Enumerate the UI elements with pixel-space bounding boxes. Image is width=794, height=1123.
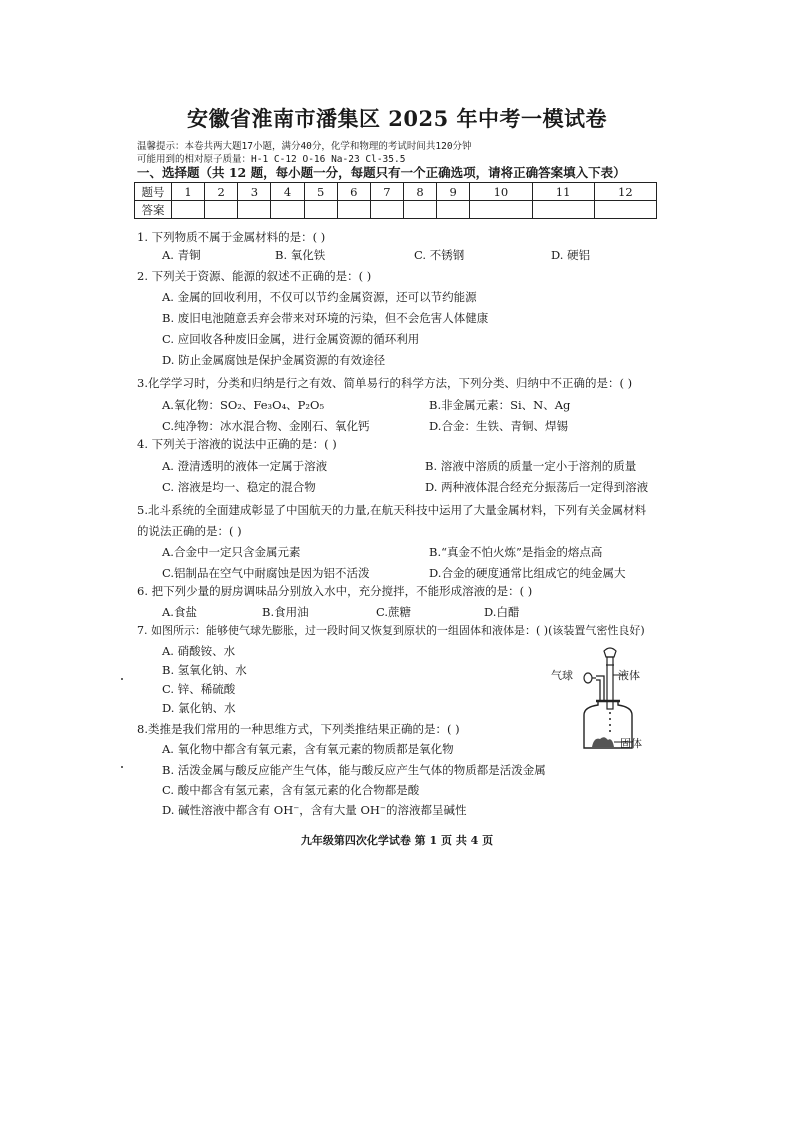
question-8-stem: 8.类推是我们常用的一种思维方式，下列类推结果正确的是：( )	[137, 722, 460, 736]
answer-cell[interactable]	[304, 201, 337, 219]
question-number-cell: 9	[437, 183, 470, 201]
question-2-stem: 2. 下列关于资源、能源的叙述不正确的是：( )	[137, 269, 372, 283]
answer-cell[interactable]	[403, 201, 436, 219]
question-4-option-d: D. 两种液体混合经充分振荡后一定得到溶液	[425, 480, 649, 494]
question-6-option-d: D.白醋	[484, 605, 520, 619]
question-2-option-b: B. 废旧电池随意丢弃会带来对环境的污染，但不会危害人体健康	[162, 311, 489, 325]
question-1-option-b: B. 氧化铁	[275, 248, 326, 262]
question-8-option-c: C. 酸中都含有氢元素，含有氢元素的化合物都是酸	[162, 783, 420, 797]
answer-cell[interactable]	[437, 201, 470, 219]
question-5-stem-continued: 的说法正确的是：( )	[137, 524, 242, 538]
question-number-cell: 12	[594, 183, 656, 201]
question-1-stem: 1. 下列物质不属于金属材料的是：( )	[137, 230, 326, 244]
answer-cell[interactable]	[532, 201, 594, 219]
question-number-cell: 4	[271, 183, 304, 201]
question-6-option-a: A.食盐	[162, 605, 197, 619]
balloon-label: 气球	[551, 669, 573, 682]
answer-table-number-row	[135, 183, 657, 201]
question-5-option-b: B.“真金不怕火炼”是指金的熔点高	[429, 545, 603, 559]
question-5-option-a: A.合金中一定只含金属元素	[162, 545, 301, 559]
question-2-option-a: A. 金属的回收利用，不仅可以节约金属资源，还可以节约能源	[162, 290, 477, 304]
question-4-option-c: C. 溶液是均一、稳定的混合物	[162, 480, 316, 494]
question-8-option-a: A. 氧化物中都含有氧元素，含有氧元素的物质都是氧化物	[162, 742, 454, 756]
question-number-cell: 8	[403, 183, 436, 201]
answer-table-row-label: 答案	[135, 201, 172, 219]
answer-cell[interactable]	[337, 201, 370, 219]
exam-title: 安徽省淮南市潘集区 2025 年中考一模试卷	[186, 106, 608, 131]
question-4-option-a: A. 澄清透明的液体一定属于溶液	[162, 459, 328, 473]
answer-table-row-label: 题号	[135, 183, 172, 201]
scan-mark	[121, 766, 123, 768]
balloon-shape	[584, 673, 592, 683]
question-4-option-b: B. 溶液中溶质的质量一定小于溶剂的质量	[425, 459, 637, 473]
question-number-cell: 7	[370, 183, 403, 201]
answer-cell[interactable]	[238, 201, 271, 219]
question-7-option-c: C. 锌、稀硫酸	[162, 682, 236, 696]
question-5-option-c: C.铝制品在空气中耐腐蚀是因为铝不活泼	[162, 566, 370, 580]
question-7-option-d: D. 氯化钠、水	[162, 701, 236, 715]
question-number-cell: 10	[470, 183, 532, 201]
question-number-cell: 6	[337, 183, 370, 201]
question-number-cell: 2	[205, 183, 238, 201]
question-1-option-c: C. 不锈钢	[414, 248, 465, 262]
question-7-option-b: B. 氢氧化钠、水	[162, 663, 247, 677]
answer-cell[interactable]	[172, 201, 205, 219]
funnel-top	[604, 648, 616, 657]
answer-table-answer-row	[135, 201, 657, 219]
page-footer: 九年级第四次化学试卷 第 1 页 共 4 页	[300, 834, 494, 847]
tip-line-1: 温馨提示：本卷共两大题17小题，满分40分，化学和物理的考试时间共120分钟	[137, 141, 472, 152]
question-3-option-b: B.非金属元素：Si、N、Ag	[429, 398, 571, 412]
question-1-option-d: D. 硬铝	[551, 248, 591, 262]
question-4-stem: 4. 下列关于溶液的说法中正确的是：( )	[137, 437, 337, 451]
question-3-option-d: D.合金：生铁、青铜、焊锡	[429, 419, 568, 433]
question-1-option-a: A. 青铜	[162, 248, 201, 262]
question-3-option-c: C.纯净物：冰水混合物、金刚石、氧化钙	[162, 419, 370, 433]
question-6-stem: 6. 把下列少量的厨房调味品分别放入水中，充分搅拌，不能形成溶液的是：( )	[137, 584, 533, 598]
solid-pile	[592, 737, 614, 747]
scan-mark	[121, 678, 123, 680]
tip-line-2: 可能用到的相对原子质量：H-1 C-12 O-16 Na-23 Cl-35.5	[137, 154, 406, 165]
question-3-option-a: A.氧化物：SO₂、Fe₃O₄、P₂O₅	[162, 398, 325, 412]
question-number-cell: 3	[238, 183, 271, 201]
question-number-cell: 1	[172, 183, 205, 201]
answer-table	[134, 182, 657, 219]
answer-cell[interactable]	[370, 201, 403, 219]
answer-cell[interactable]	[205, 201, 238, 219]
section-heading: 一、选择题（共 12 题，每小题一分，每题只有一个正确选项，请将正确答案填入下表）	[137, 165, 626, 180]
question-3-stem: 3.化学学习时，分类和归纳是行之有效、简单易行的科学方法，下列分类、归纳中不正确的是：( )	[137, 376, 633, 390]
question-number-cell: 5	[304, 183, 337, 201]
question-5-option-d: D.合金的硬度通常比组成它的纯金属大	[429, 566, 626, 580]
question-5-stem: 5.北斗系统的全面建成彰显了中国航天的力量,在航天科技中运用了大量金属材料，下列有关金属材料	[137, 503, 647, 517]
question-2-option-c: C. 应回收各种废旧金属，进行金属资源的循环利用	[162, 332, 420, 346]
solid-label: 固体	[620, 737, 642, 750]
question-8-option-d: D. 碱性溶液中都含有 OH⁻，含有大量 OH⁻的溶液都呈碱性	[162, 803, 467, 817]
question-6-option-b: B.食用油	[262, 605, 309, 619]
question-7-option-a: A. 硝酸铵、水	[162, 644, 236, 658]
liquid-label: 液体	[618, 669, 640, 682]
answer-cell[interactable]	[594, 201, 656, 219]
answer-cell[interactable]	[271, 201, 304, 219]
question-6-option-c: C.蔗糖	[376, 605, 412, 619]
question-number-cell: 11	[532, 183, 594, 201]
question-2-option-d: D. 防止金属腐蚀是保护金属资源的有效途径	[162, 353, 386, 367]
answer-cell[interactable]	[470, 201, 532, 219]
question-7-stem: 7. 如图所示：能够使气球先膨胀，过一段时间又恢复到原状的一组固体和液体是：( )(该装置气密性良好)	[137, 624, 645, 637]
question-8-option-b: B. 活泼金属与酸反应能产生气体，能与酸反应产生气体的物质都是活泼金属	[162, 763, 546, 777]
